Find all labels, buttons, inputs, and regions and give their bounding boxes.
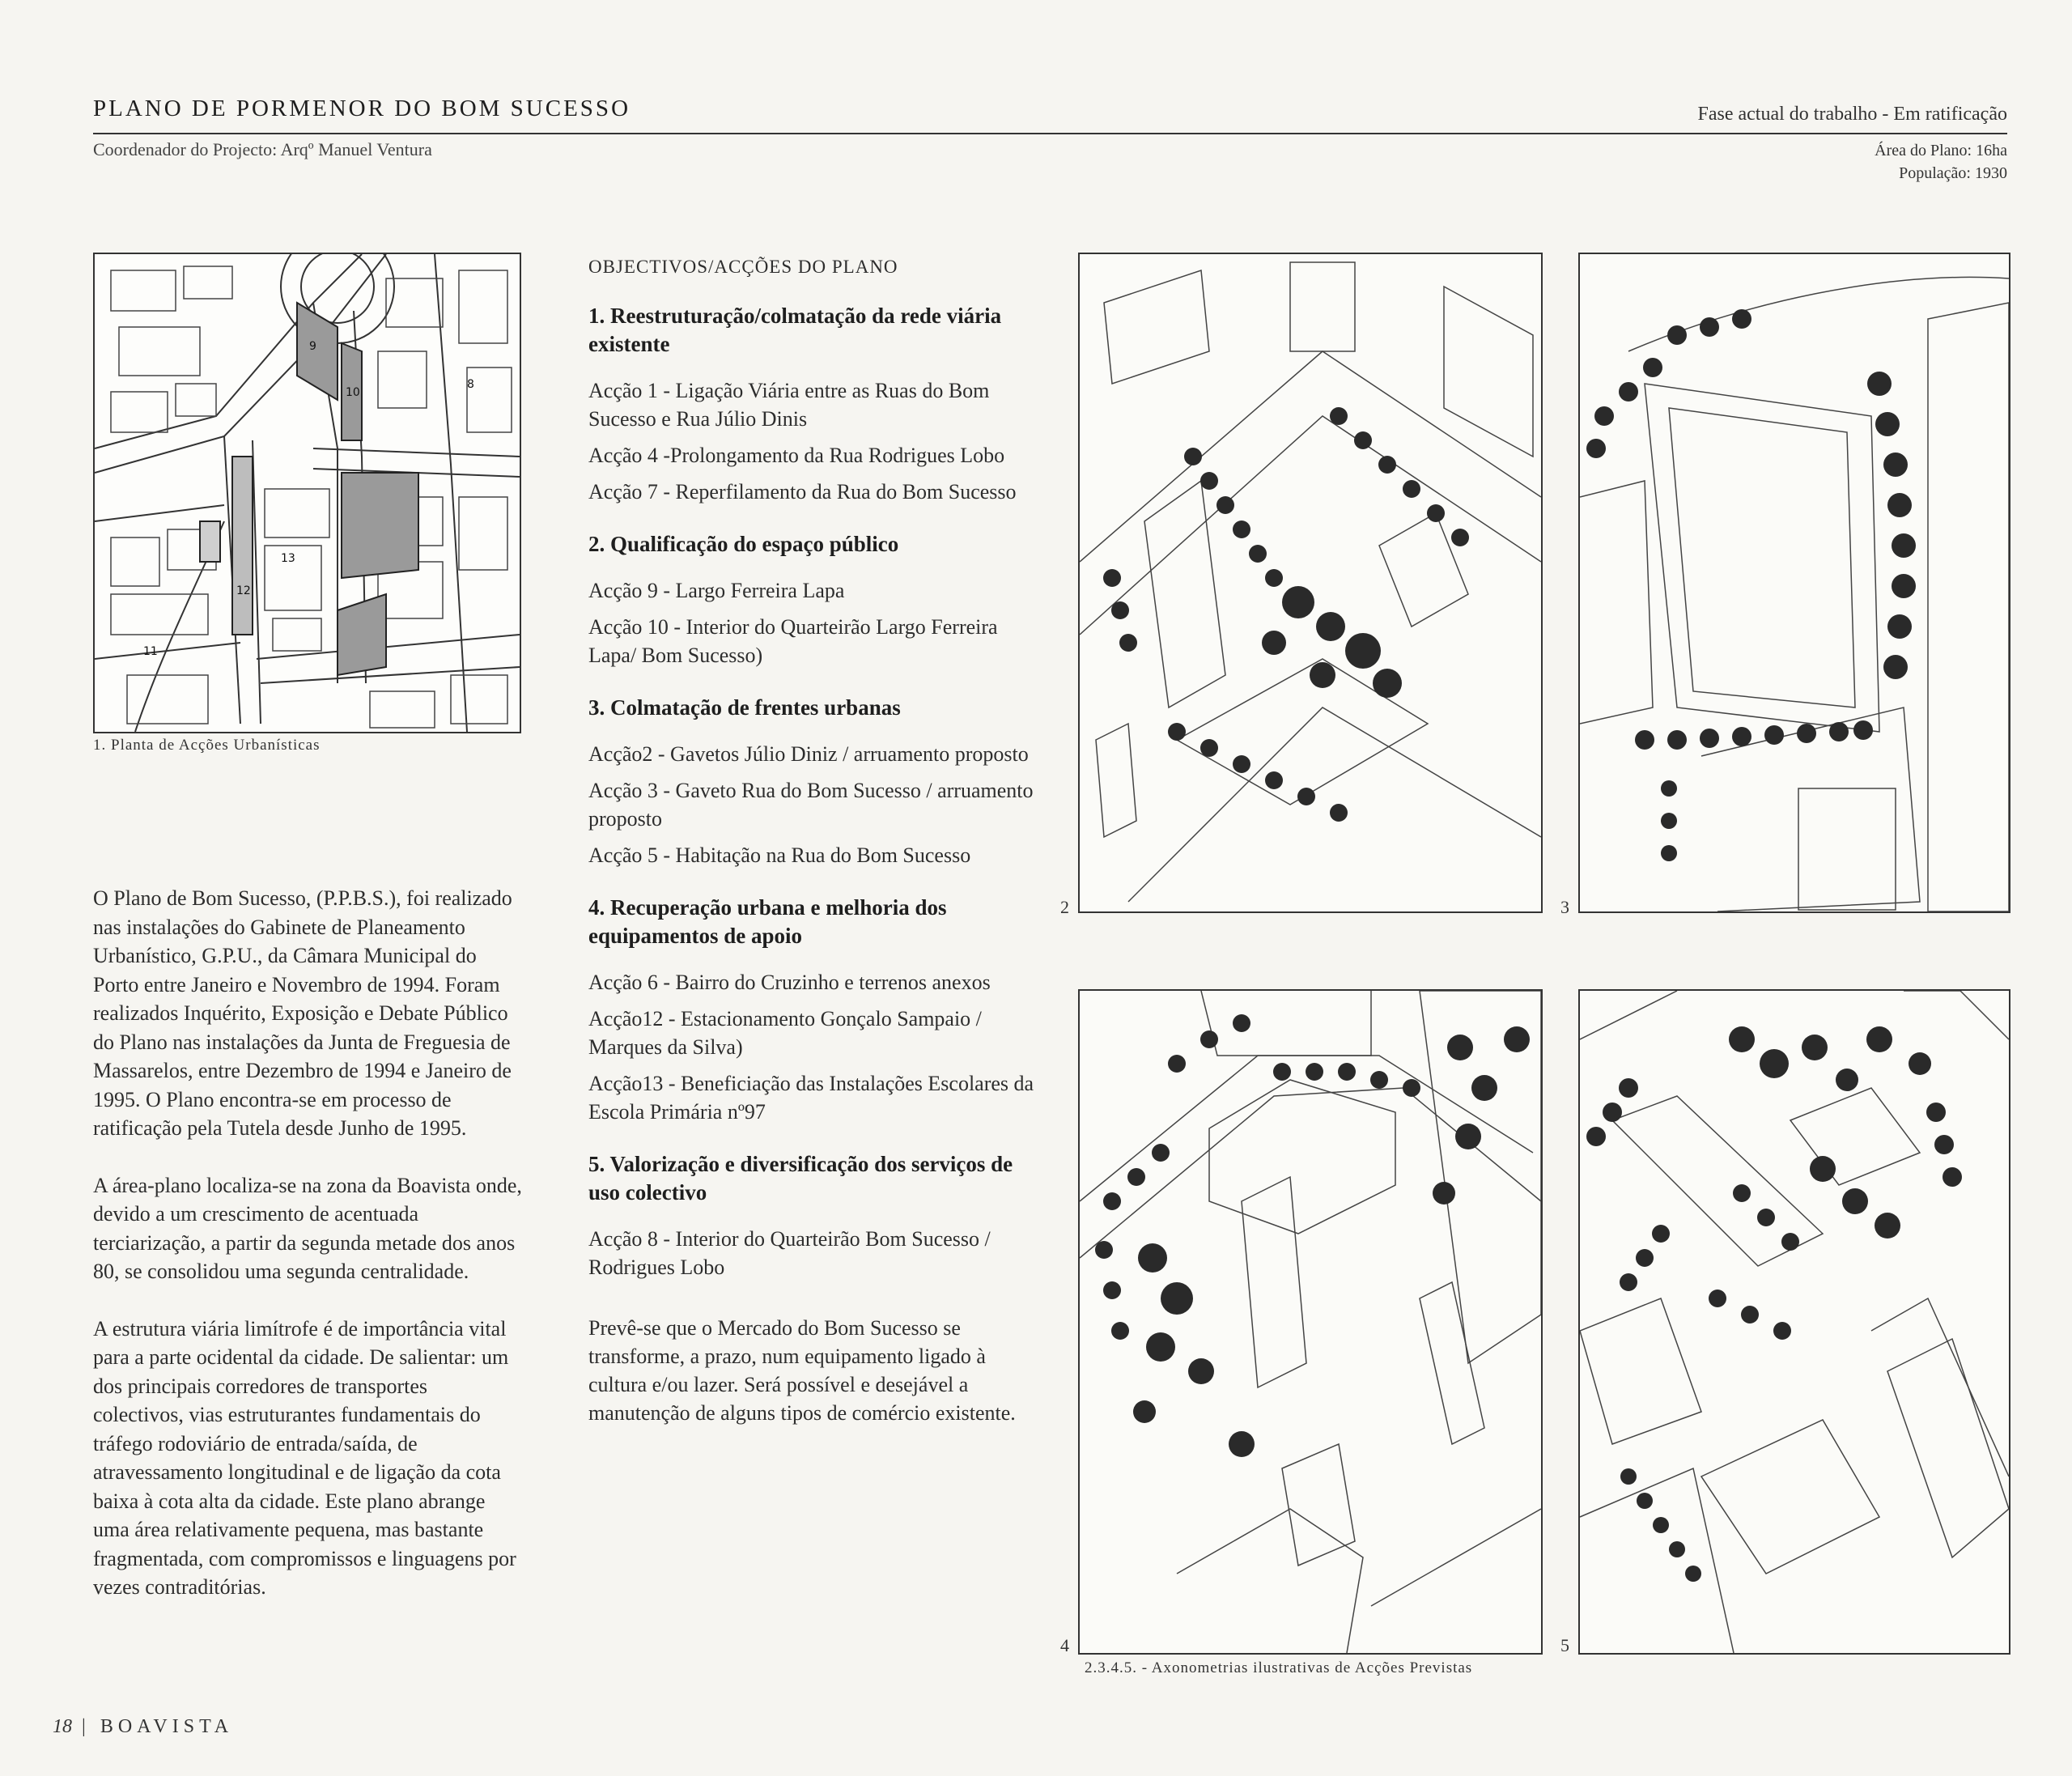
axonometry-2 xyxy=(1078,253,1543,913)
map-label: 8 xyxy=(467,378,474,391)
action-item: Acção 4 -Prolongamento da Rua Rodrigues Lobo xyxy=(588,444,1005,467)
section-heading: 5. Valorização e diversificação dos serviços de uso colectivo xyxy=(588,1152,1013,1205)
coordinator-line: Coordenador do Projecto: Arqº Manuel Ventura xyxy=(93,139,432,159)
magazine-name: BOAVISTA xyxy=(100,1716,234,1737)
plan-area: Área do Plano: 16ha xyxy=(1875,142,2007,159)
figure-label: 2 xyxy=(1060,897,1069,917)
axonometries-caption: 2.3.4.5. - Axonometrias ilustrativas de Acções Previstas xyxy=(1085,1659,1473,1676)
action-item: Acção 8 - Interior do Quarteirão Bom Sucesso / Rodrigues Lobo xyxy=(588,1227,991,1279)
action-item: Acção 9 - Largo Ferreira Lapa xyxy=(588,579,845,602)
page-title: PLANO DE PORMENOR DO BOM SUCESSO xyxy=(93,96,631,121)
action-item: Acção 6 - Bairro do Cruzinho e terrenos anexos xyxy=(588,971,991,994)
phase-line: Fase actual do trabalho - Em ratificação xyxy=(1697,104,2007,125)
figure-label: 4 xyxy=(1060,1635,1069,1655)
intro-paragraph: O Plano de Bom Sucesso, (P.P.B.S.), foi realizado nas instalações do Gabinete de Planeamento Urbanístico, G.P.U., da Câmara Municipal do Porto entre Janeiro e Novembro de 1994. Foram realizados Inquérito, Exposição e Debate Público do Plano nas instalações da Junta de Freguesia de Massarelos, entre Dezembro de 1994 e Janeiro de 1995. O Plano encontra-se em processo de ratificação pela Tutela desde Junho de 1995. xyxy=(93,886,512,1140)
site-plan-drawing xyxy=(95,254,520,732)
axonometry-3 xyxy=(1578,253,2010,913)
page-footer xyxy=(53,1716,233,1738)
action-item: Acção2 - Gavetos Júlio Diniz / arruamento proposto xyxy=(588,742,1029,766)
action-item: Acção 10 - Interior do Quarteirão Largo Ferreira Lapa/ Bom Sucesso) xyxy=(588,615,998,667)
plan-population: População: 1930 xyxy=(1899,164,2007,182)
figure-label: 3 xyxy=(1560,897,1569,917)
site-plan-figure xyxy=(93,253,521,733)
axonometry-5 xyxy=(1578,989,2010,1655)
section-heading: 2. Qualificação do espaço público xyxy=(588,532,899,556)
plan-meta xyxy=(1875,139,2007,185)
objectives-title: OBJECTIVOS/ACÇÕES DO PLANO xyxy=(588,257,898,277)
map-label: 13 xyxy=(281,552,295,565)
action-item: Acção12 - Estacionamento Gonçalo Sampaio / Marques da Silva) xyxy=(588,1007,982,1059)
header-rule xyxy=(93,133,2007,134)
map-label: 11 xyxy=(143,645,158,658)
figure-label: 5 xyxy=(1560,1635,1569,1655)
section-heading: 4. Recuperação urbana e melhoria dos equipamentos de apoio xyxy=(588,895,947,948)
action-item: Acção 7 - Reperfilamento da Rua do Bom Sucesso xyxy=(588,480,1017,503)
intro-paragraph: A área-plano localiza-se na zona da Boavista onde, devido a um crescimento de acentuada terciarização, a partir da segunda metade dos anos 80, se consolidou uma segunda centralidade. xyxy=(93,1173,522,1283)
closing-paragraph: Prevê-se que o Mercado do Bom Sucesso se transforme, a prazo, num equipamento ligado à cultura e/ou lazer. Será possível e desejável a manutenção de alguns tipos de comércio existente. xyxy=(588,1316,1016,1425)
section-heading: 1. Reestruturação/colmatação da rede viária existente xyxy=(588,304,1002,356)
footer-divider: | xyxy=(82,1716,91,1737)
axonometry-4 xyxy=(1078,989,1543,1655)
action-item: Acção 5 - Habitação na Rua do Bom Sucesso xyxy=(588,843,971,867)
section-heading: 3. Colmatação de frentes urbanas xyxy=(588,695,901,720)
action-item: Acção 1 - Ligação Viária entre as Ruas do Bom Sucesso e Rua Júlio Dinis xyxy=(588,379,990,431)
objectives-column xyxy=(588,253,1042,1435)
map-label: 10 xyxy=(346,386,360,399)
map-label: 9 xyxy=(309,340,316,353)
figure1-caption: 1. Planta de Acções Urbanísticas xyxy=(93,737,321,754)
action-item: Acção13 - Beneficiação das Instalações Escolares da Escola Primária nº97 xyxy=(588,1072,1034,1124)
map-label: 12 xyxy=(236,584,251,597)
page-number: 18 xyxy=(53,1716,72,1737)
intro-text xyxy=(93,884,522,1630)
intro-paragraph: A estrutura viária limítrofe é de importância vital para a parte ocidental da cidade. De salientar: um dos principais corredores de transportes colectivos, vias estruturantes fundamentais do tráfego rodoviário de entrada/saída, de atravessamento longitudinal e de ligação da cota baixa à cota alta da cidade. Este plano abrange uma área relativamente pequena, mas bastante fragmentada, com compromissos e linguagens por vezes contraditórias. xyxy=(93,1316,516,1599)
action-item: Acção 3 - Gaveto Rua do Bom Sucesso / arruamento proposto xyxy=(588,779,1034,831)
